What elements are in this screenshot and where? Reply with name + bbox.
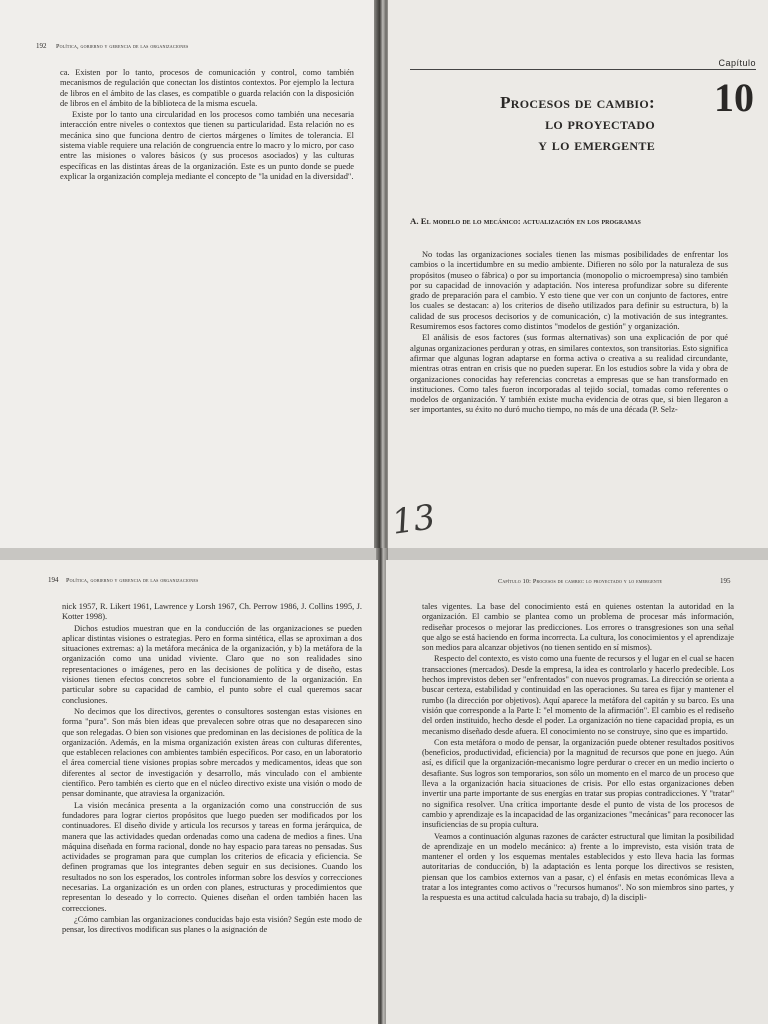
paragraph: nick 1957, R. Likert 1961, Lawrence y Lorsh 1967, Ch. Perrow 1986, J. Collins 1995, J. Kotter 1998). (62, 602, 362, 622)
paragraph: No todas las organizaciones sociales tienen las mismas posibilidades de enfrentar los cambios o la incertidumbre en su medio ambiente. Difieren no sólo por la naturaleza de sus propósitos (museo o fábrica) o por su importancia (monopolio o microempresa) sino también por su capacidad de innovación y adaptación. Nos interesa profundizar sobre su diferente grado de preparación para el cambio. Y esto tiene que ver con un conjunto de factores, entre los cuales se destacan: a) los criterios de diseño utilizados para definir su estructura, b) la calidad de sus procesos decisorios y de comunicación, c) la motivación de sus integrantes. Resumiremos esos factores como distintos "modelos de gestión" y organización. (410, 250, 728, 332)
paragraph: No decimos que los directivos, gerentes o consultores sostengan estas visiones en forma "pura". Son más bien ideas que prevalecen sobre otras que no desaparecen sino que son relegadas. O bien son visiones que predominan en las decisiones de política de la organización. Además, en la misma organización existen áreas con culturas diferentes, que establecen relaciones con ambientes también específicos. Por caso, en un laboratorio el área comercial tiene visiones propias sobre mercados y medicamentos, ideas que son diferentes al sector de investigación y desarrollo, más vinculado con el ambiente científico. Pero también es cierto que en el núcleo directivo existe una visión o modo de pensar dominante, que atraviesa la organización. (62, 706, 362, 799)
page-195 (386, 560, 768, 1024)
page-folio: 192 (36, 42, 47, 50)
paragraph: El análisis de esos factores (sus formas alternativas) son una explicación de por qué algunas organizaciones perduran y otras, en similares contextos, son transitorias. Esto significa afirmar que algunas logran adaptarse en forma activa o creativa a su realidad circundante, mientras otras entran en crisis que no pueden superar. En los estudios sobre la vida y obra de organizaciones conocidas hay referencias concretas a empresas que se han transformado en instituciones. Como tales fueron incorporadas al tejido social, tomadas como referentes o modelos de organización. Y también existe mucha evidencia de otras que, si bien llegaron a ser importantes, su éxito no duró mucho tiempo, no más de una década (P. Selz- (410, 333, 729, 415)
chapter-rule (410, 69, 756, 70)
chapter-title-line: y lo emergente (538, 135, 655, 154)
chapter-number: 10 (714, 75, 754, 120)
body-text (410, 250, 728, 417)
paragraph: ¿Cómo cambian las organizaciones conducidas bajo esta visión? Según este modo de pensar, los directivos modifican sus planes o la asignación de (62, 914, 362, 935)
paragraph: Respecto del contexto, es visto como una fuente de recursos y el lugar en el cual se hacen transacciones (mercados). Desde la empresa, la idea es controlarlo y hacerlo predecible. Los hechos imprevistos deben ser "enfrentados" con nuevos programas. La dirección se orienta a buscar certeza, estabilidad y continuidad en las operaciones. Su tarea es fijar y mantener el rumbo (la dirección por objetivos). Aquí aparece la metáfora del capitán y su barco. Es una visión que corresponde a la Parte I: "el momento de la afirmación". El cambio es el rediseño del orden instituido, hecho desde el poder. La organización no tiene capacidad propia, es un mecanismo diseñado desde afuera. El conocimiento no se construye, sino que es impartido. (422, 654, 734, 736)
chapter-label: Capítulo (718, 58, 756, 68)
paragraph: Veamos a continuación algunas razones de carácter estructural que limitan la posibilidad de aprendizaje en un modelo mecánico: a) frente a lo imprevisto, esta visión trata de mantener el orden y los esquemas mentales establecidos y esto lleva hacia las formas autoritarias de conducción, b) la adaptación es lenta porque los directivos se resisten, piensan que los cambios externos van a pasar, c) el énfasis en metas económicas lleva a tratar a los integrantes como activos o "recursos humanos". No son miembros sino partes, y la respuesta es una actitud calculada hacia su trabajo, d) la discipli- (422, 831, 734, 903)
body-text (422, 602, 734, 905)
page-194 (0, 560, 378, 1024)
chapter-title-line: lo proyectado (545, 114, 655, 133)
paragraph: La visión mecánica presenta a la organización como una construcción de sus fundadores para lograr ciertos propósitos que luego pueden ser modificados por los continuadores. El diseño divide y articula los recursos y tareas en forma jerárquica, de manera que las actividades quedan ordenadas como una cadena de medios a fines. Una máquina diseñada en forma racional, donde no hay espacio para tareas no pensadas. Sus actividades se programan para que cumplan los criterios de eficacia y eficiencia. Se definen programas que los integrantes deben seguir en sus decisiones. Cuando los resultados no son los esperados, los controles informan sobre los desvíos y correcciones necesarias. La organización es un orden con planes, estructuras y procedimientos que representan lo deseado y lo correcto. Quienes diseñan el orden también hacen las correcciones. (62, 800, 362, 913)
page-folio: 194 (48, 576, 59, 584)
paragraph: Con esta metáfora o modo de pensar, la organización puede obtener resultados positivos (beneficios, productividad, eficiencia) por la magnitud de recursos que pone en juego. Aún así, es difícil que la organización-mecanismo logre perdurar o crecer en un medio incierto o desafiante. Sus logros son temporarios, son sólo un momento en el marco de un proceso que lleva a la organización hacia situaciones de crisis. Por ello estas organizaciones deben invertir una parte importante de sus energías en tratar sus propias contradicciones. Y "tratar" no significa resolver. Una crítica importante desde el punto de vista de los procesos de cambio y aprendizaje es la incapacidad de las organizaciones "mecánicas" para reconocer las insuficiencias de su propia cultura. (422, 737, 734, 830)
paragraph: Dichos estudios muestran que en la conducción de las organizaciones se pueden aplicar distintas visiones o estrategias. Pero en forma sintética, ellas se aproximan a dos situaciones extremas: a) la metáfora mecánica de la organización, y b) la metáfora de la organización como una unidad viviente. Claro que no son realidades sino representaciones o imágenes, pero en las decisiones de política y de diseño, estas visiones tienen efectos concretos sobre el funcionamiento de la organización. En particular sobre su capacidad de cambio, el punto sobre el cual queremos sacar conclusiones. (62, 623, 362, 705)
running-head: Política, gobierno y gerencia de las organizaciones (66, 577, 199, 584)
running-head: Capítulo 10: Procesos de cambio: lo proyectado y lo emergente (498, 578, 663, 585)
page-193 (388, 0, 768, 548)
section-heading: A. El modelo de lo mecánico: actualización en los programas (410, 216, 641, 226)
chapter-title-line: Procesos de cambio: (500, 93, 655, 112)
page-folio: 195 (720, 577, 731, 585)
paragraph: Existe por lo tanto una circularidad en los procesos como también una necesaria interacción entre niveles o contextos que tienen su particularidad. Esta relación no es mecánica sino que funciona dentro de ciertos márgenes o límites de tolerancia. El sistema viable requiere una relación de congruencia entre lo macro y lo micro, por caso entre las misiones o valores básicos (y sus procesos asociados) y las culturas específicas en las distintas áreas de la organización. Este es un punto donde se puede explicar la organización compleja mediante el concepto de "la unidad en la diversidad". (60, 110, 354, 181)
running-head: Política, gobierno y gerencia de las organizaciones (56, 43, 189, 50)
paragraph: tales vigentes. La base del conocimiento está en quienes ostentan la autoridad en la organización. El cambio se plantea como un problema de procesar más información, rediseñar procesos o mejorar las predicciones. Los errores o transgresiones son una señal que algo se está haciendo en forma incorrecta. La cultura, los conocimientos y el aprendizaje son medios para alcanzar objetivos (no tienen sentido en sí mismos). (422, 602, 734, 653)
page-192 (0, 0, 376, 548)
body-text (62, 602, 362, 937)
handwritten-mark: 13 (389, 497, 438, 543)
body-text (60, 68, 354, 183)
chapter-title (480, 92, 655, 155)
paragraph: ca. Existen por lo tanto, procesos de comunicación y control, como también mecanismos de regulación que conectan los distintos contextos. Por ejemplo la lectura de libros en el ámbito de las clases, es compatible o guarda relación con la disposición de libros en el ámbito de la biblioteca de la misma escuela. (60, 68, 354, 108)
